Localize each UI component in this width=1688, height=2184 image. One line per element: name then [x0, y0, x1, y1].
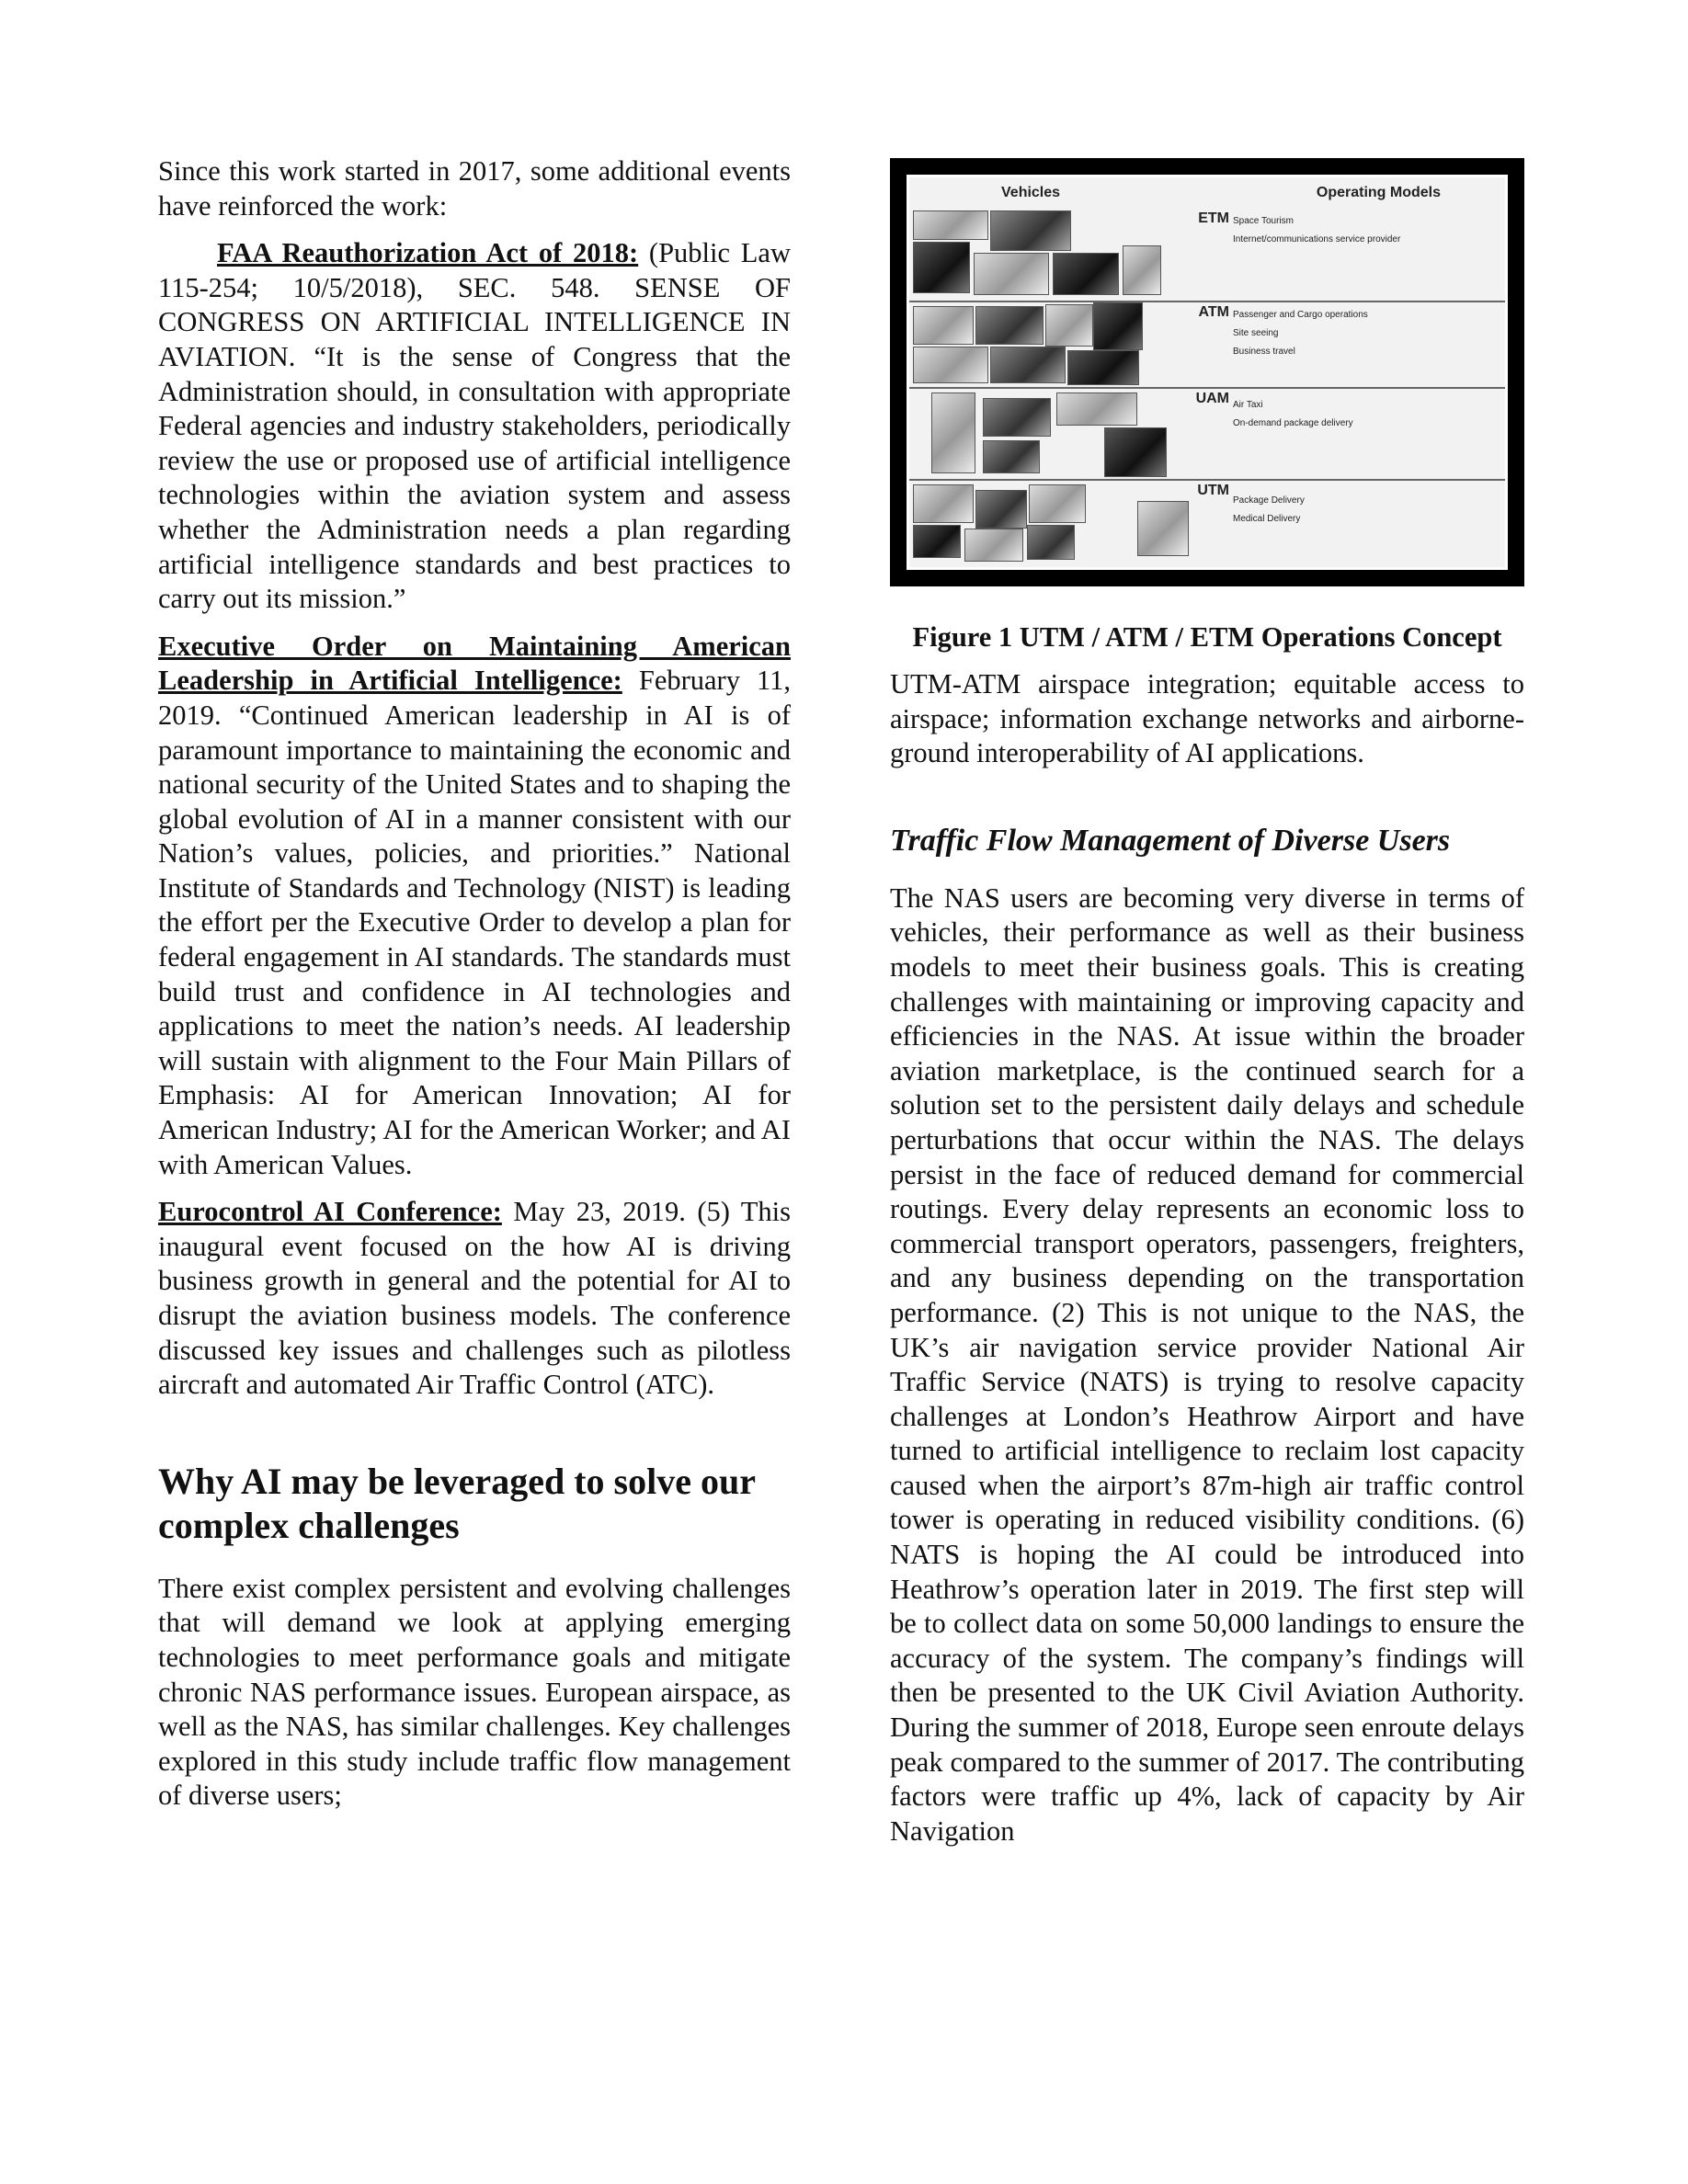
figure-vehicles-label: Vehicles: [1001, 185, 1061, 200]
aircraft-image: [974, 253, 1049, 295]
traffic-flow-body: The NAS users are becoming very diverse in terms of vehicles, their performance as well as their business models to meet their business goals. This is creating challenges with maintaining or improving capacity and efficiencies in the NAS. At issue within the broader aviation marketplace, is the continued search for a solution set to the persistent daily delays and schedule perturbations that occur within the NAS. The delays persist in the face of reduced demand for commercial routings. Every delay represents an economic loss to commercial transport operators, passengers, freighters, and any business depending on the transportation performance. (2) This is not unique to the NAS, the UK’s air navigation service provider National Air Traffic Service (NATS) is trying to resolve capacity challenges at London’s Heathrow Airport and have turned to artificial intelligence to reclaim lost capacity caused when the airport’s 87m-high air traffic control tower is operating in reduced visibility conditions. (6) NATS is hoping the AI could be introduced into Heathrow’s operation later in 2019. The first step will be to collect data on some 50,000 landings to ensure the accuracy of the system. The company’s findings will then be presented to the UK Civil Aviation Authority. During the summer of 2018, Europe seen enroute delays peak compared to the summer of 2017. The contributing factors were traffic up 4%, lack of capacity by Air Navigation: [890, 882, 1524, 1847]
band-item: On-demand package delivery: [1233, 418, 1353, 428]
band-items: [1233, 306, 1368, 361]
section-body: There exist complex persistent and evolving challenges that will demand we look at applying emerging technologies to meet performance goals and mitigate chronic NAS performance issues. European airspace, as well as the NAS, has similar challenges. Key challenges explored in this study include traffic flow management of diverse users;: [158, 1572, 791, 1812]
aircraft-image: [931, 392, 975, 473]
aircraft-image: [1056, 392, 1137, 426]
band-item: Package Delivery: [1233, 495, 1305, 506]
aircraft-image: [975, 490, 1027, 529]
section-heading: Why AI may be leveraged to solve our complex challenges: [158, 1460, 756, 1546]
intro-paragraph: Since this work started in 2017, some additional events have reinforced the work:: [158, 155, 791, 222]
aircraft-image: [913, 347, 988, 383]
band-tag: UTM: [1197, 483, 1229, 498]
band-tag: UAM: [1195, 391, 1229, 406]
aircraft-image: [964, 529, 1023, 562]
band-atm: [909, 302, 1505, 389]
band-items: [1233, 396, 1353, 433]
figure-models-label: Operating Models: [1316, 185, 1441, 200]
band-item: Business travel: [1233, 347, 1295, 357]
subsection-heading: Traffic Flow Management of Diverse Users: [890, 823, 1451, 858]
band-tag: ETM: [1198, 210, 1229, 226]
aircraft-image: [913, 242, 970, 293]
aircraft-image: [913, 210, 988, 240]
faa-body: (Public Law 115-254; 10/5/2018), SEC. 548. SENSE OF CONGRESS ON ARTIFICIAL INTELLIGENCE IN AVIATION. “It is the sense of Congress that the Administration should, in consultation with appropriate Federal agencies and industry stakeholders, periodically review the use or proposed use of artificial intelligence technologies within the aviation system and assess whether the Administration needs a plan regarding artificial intelligence standards and best practices to carry out its mission.”: [158, 237, 791, 615]
band-utm: [909, 481, 1505, 563]
band-items: [1233, 212, 1400, 249]
band-uam: [909, 389, 1505, 481]
band-tag: ATM: [1198, 304, 1229, 320]
figure-panel: [907, 175, 1508, 570]
after-figure-paragraph: UTM-ATM airspace integration; equitable access to airspace; information exchange networks and airborne-ground interoperability of AI applications.: [890, 668, 1524, 769]
aircraft-image: [913, 484, 974, 523]
figure-image: [890, 158, 1524, 586]
band-item: Site seeing: [1233, 328, 1279, 338]
faa-heading: FAA Reauthorization Act of 2018:: [217, 237, 639, 269]
aircraft-image: [975, 306, 1044, 345]
eurocontrol-paragraph: [158, 1195, 791, 1403]
aircraft-image: [1045, 304, 1093, 347]
right-column: [890, 154, 1524, 1848]
executive-order-heading: Executive Order on Maintaining American Leadership in Artificial Intelligence:: [158, 630, 791, 697]
band-item: Space Tourism: [1233, 216, 1294, 226]
faa-paragraph: [158, 236, 791, 617]
aircraft-image: [1029, 484, 1086, 523]
executive-order-body: February 11, 2019. “Continued American leadership in AI is of paramount importance to maintaining the economic and national security of the United States and to shaping the global evolution of AI in a manner consistent with our Nation’s values, policies, and priorities.” National Institute of Standards and Technology (NIST) is leading the effort per the Executive Order to develop a plan for federal engagement in AI standards. The standards must build trust and confidence in AI technologies and applications to meet the nation’s needs. AI leadership will sustain with alignment to the Four Main Pillars of Emphasis: AI for American Innovation; AI for American Industry; AI for the American Worker; and AI with American Values.: [158, 665, 791, 1180]
band-item: Air Taxi: [1233, 400, 1263, 410]
aircraft-image: [1093, 302, 1143, 350]
aircraft-image: [1137, 501, 1189, 556]
eurocontrol-heading: Eurocontrol AI Conference:: [158, 1196, 502, 1228]
band-items: [1233, 492, 1305, 529]
aircraft-image: [983, 398, 1051, 437]
aircraft-image: [1027, 525, 1075, 560]
aircraft-image: [1067, 350, 1139, 385]
aircraft-image: [913, 525, 961, 558]
aircraft-image: [1053, 253, 1119, 295]
band-item: Passenger and Cargo operations: [1233, 310, 1368, 320]
figure-caption: Figure 1 UTM / ATM / ETM Operations Concept: [912, 621, 1502, 653]
left-column: [158, 154, 791, 1814]
aircraft-image: [990, 210, 1071, 251]
band-item: Internet/communications service provider: [1233, 234, 1401, 245]
aircraft-image: [990, 347, 1066, 383]
aircraft-image: [983, 440, 1040, 473]
eurocontrol-body: May 23, 2019. (5) This inaugural event focused on the how AI is driving business growth in general and the potential for AI to disrupt the aviation business models. The conference discussed key issues and challenges such as pilotless aircraft and automated Air Traffic Control (ATC).: [158, 1196, 791, 1401]
aircraft-image: [1123, 245, 1161, 295]
aircraft-image: [1104, 427, 1167, 477]
aircraft-image: [913, 306, 974, 345]
band-item: Medical Delivery: [1233, 514, 1301, 524]
executive-order-paragraph: [158, 630, 791, 1183]
band-etm: [909, 209, 1505, 302]
